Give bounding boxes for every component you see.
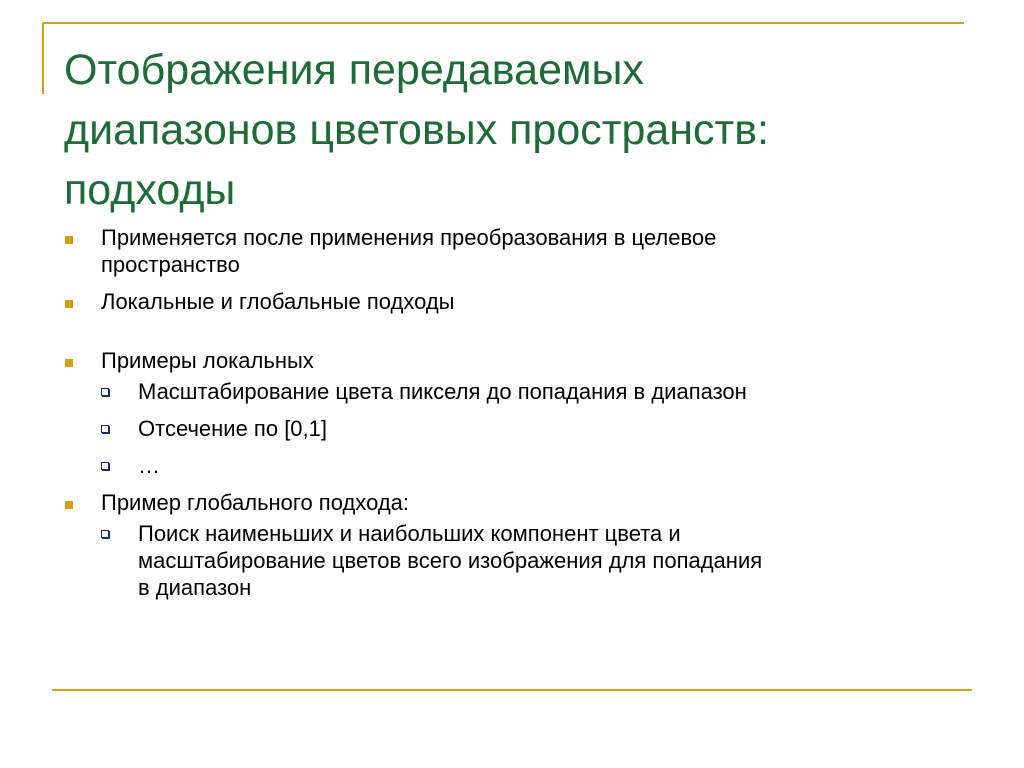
bullet-text-line: пространство — [101, 252, 240, 277]
hollow-square-bullet-icon — [101, 425, 109, 433]
square-bullet-icon — [65, 300, 73, 308]
bullet-text-line: Локальные и глобальные подходы — [101, 289, 455, 314]
bullet-text-line: Примеры локальных — [101, 348, 314, 373]
bullet-text-line: Пример глобального подхода: — [101, 490, 409, 515]
bullet-item — [64, 489, 964, 601]
sub-bullet-text-line: Отсечение по [0,1] — [138, 416, 327, 441]
bullet-text-line: Применяется после применения преобразования в целевое — [101, 225, 717, 250]
bullet-item — [64, 347, 964, 479]
bullet-item — [64, 288, 964, 315]
sub-bullet-item — [101, 520, 964, 601]
frame-bottom-line — [52, 689, 972, 691]
sub-bullet-list — [101, 520, 964, 601]
sub-bullet-text-line: в диапазон — [138, 575, 252, 600]
square-bullet-icon — [65, 501, 73, 509]
sub-bullet-text-line: Поиск наименьших и наибольших компонент цвета и — [138, 521, 681, 546]
hollow-square-bullet-icon — [101, 388, 109, 396]
sub-bullet-item — [101, 378, 964, 405]
sub-bullet-text-line: масштабирование цветов всего изображения для попадания — [138, 548, 763, 573]
square-bullet-icon — [65, 359, 73, 367]
title-line: диапазонов цветовых пространств: — [64, 106, 770, 154]
frame-left-line — [42, 22, 44, 94]
bullet-item — [64, 224, 964, 278]
title-line: Отображения передаваемых — [64, 46, 644, 94]
frame-top-line — [42, 22, 964, 24]
sub-bullet-text-line: Масштабирование цвета пикселя до попадания в диапазон — [138, 379, 747, 404]
sub-bullet-text-line: … — [138, 453, 160, 478]
bullet-list — [64, 224, 964, 611]
slide-title — [64, 40, 964, 220]
title-line: подходы — [64, 166, 236, 214]
square-bullet-icon — [65, 236, 73, 244]
sub-bullet-item — [101, 415, 964, 442]
sub-bullet-list — [101, 378, 964, 479]
hollow-square-bullet-icon — [101, 462, 109, 470]
hollow-square-bullet-icon — [101, 530, 109, 538]
sub-bullet-item — [101, 452, 964, 479]
